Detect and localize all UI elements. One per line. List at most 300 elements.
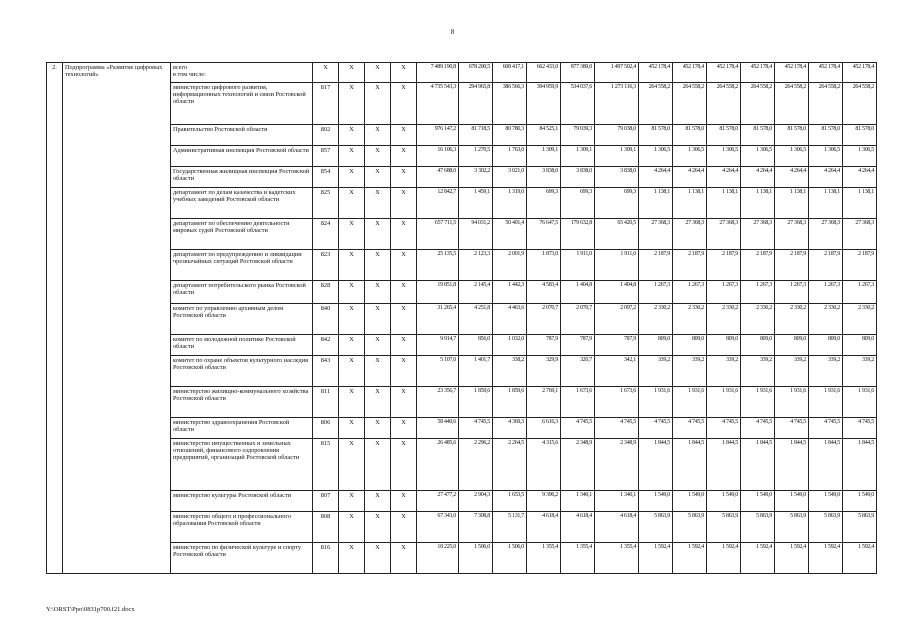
- expense-type-code: X: [391, 167, 417, 188]
- section-code: X: [339, 512, 365, 543]
- year-amount: 1 138,1: [809, 188, 843, 219]
- ministry-code: 807: [313, 491, 339, 512]
- target-article-code: X: [365, 219, 391, 250]
- year-amount: 1 549,0: [741, 491, 775, 512]
- executor-name: министерство по физической культуре и спорту Ростовской области: [171, 543, 313, 574]
- ministry-code: 816: [313, 543, 339, 574]
- total-amount: 657 711,5: [417, 219, 459, 250]
- executor-name: комитет по охране объектов культурного наследия Ростовской области: [171, 356, 313, 387]
- year-amount: 1 859,6: [459, 387, 493, 418]
- year-amount: 2 187,9: [809, 250, 843, 281]
- total-amount: 19 851,8: [417, 281, 459, 304]
- expense-type-code: X: [391, 219, 417, 250]
- expense-type-code: X: [391, 304, 417, 335]
- executor-name: комитет по молодежной политике Ростовской области: [171, 335, 313, 356]
- row-number: 2.: [47, 63, 63, 574]
- year-amount: 2 769,1: [527, 387, 561, 418]
- total-amount: 16 106,3: [417, 146, 459, 167]
- year-amount: 608 417,1: [493, 63, 527, 83]
- year-amount: 1 873,0: [527, 250, 561, 281]
- ministry-code: X: [313, 63, 339, 83]
- section-code: X: [339, 543, 365, 574]
- section-code: X: [339, 418, 365, 439]
- table-row: [47, 304, 877, 335]
- executor-name: департамент по делам казачества и кадетских учебных заведений Ростовской области: [171, 188, 313, 219]
- target-article-code: X: [365, 304, 391, 335]
- table-row: [47, 167, 877, 188]
- year-amount: 1 497 502,4: [595, 63, 639, 83]
- section-code: X: [339, 146, 365, 167]
- year-amount: 2 330,2: [639, 304, 673, 335]
- section-code: X: [339, 219, 365, 250]
- year-amount: 1 844,5: [707, 439, 741, 491]
- year-amount: 2 145,4: [459, 281, 493, 304]
- total-amount: 27 477,2: [417, 491, 459, 512]
- total-amount: 12 842,7: [417, 188, 459, 219]
- expense-type-code: X: [391, 63, 417, 83]
- year-amount: 4 745,5: [595, 418, 639, 439]
- target-article-code: X: [365, 125, 391, 146]
- year-amount: 339,2: [639, 356, 673, 387]
- year-amount: 1 931,6: [809, 387, 843, 418]
- year-amount: 394 959,9: [527, 83, 561, 125]
- ministry-code: 828: [313, 281, 339, 304]
- year-amount: 79 038,0: [595, 125, 639, 146]
- expense-type-code: X: [391, 512, 417, 543]
- year-amount: 264 558,2: [843, 83, 877, 125]
- year-amount: 1 306,5: [843, 146, 877, 167]
- year-amount: 856,0: [459, 335, 493, 356]
- year-amount: 27 368,3: [741, 219, 775, 250]
- year-amount: 1 931,6: [741, 387, 775, 418]
- year-amount: 2 264,5: [493, 439, 527, 491]
- year-amount: 1 032,0: [493, 335, 527, 356]
- year-amount: 81 718,5: [459, 125, 493, 146]
- year-amount: 50 401,4: [493, 219, 527, 250]
- year-amount: 4 315,6: [527, 439, 561, 491]
- year-amount: 264 558,2: [673, 83, 707, 125]
- executor-name: Административная инспекция Ростовской области: [171, 146, 313, 167]
- year-amount: 1 592,4: [639, 543, 673, 574]
- year-amount: 1 306,5: [775, 146, 809, 167]
- year-amount: 1 592,4: [775, 543, 809, 574]
- year-amount: 4 251,8: [459, 304, 493, 335]
- year-amount: 1 306,5: [741, 146, 775, 167]
- year-amount: 1 273 116,3: [595, 83, 639, 125]
- target-article-code: X: [365, 418, 391, 439]
- total-amount: 976 147,2: [417, 125, 459, 146]
- table-row: [47, 250, 877, 281]
- year-amount: 1 673,6: [561, 387, 595, 418]
- year-amount: 81 578,0: [639, 125, 673, 146]
- table-row: [47, 356, 877, 387]
- year-amount: 2 097,2: [595, 304, 639, 335]
- year-amount: 1 138,1: [639, 188, 673, 219]
- year-amount: 1 549,0: [707, 491, 741, 512]
- target-article-code: X: [365, 335, 391, 356]
- year-amount: 4 745,5: [741, 418, 775, 439]
- table-row: [47, 512, 877, 543]
- expense-type-code: X: [391, 83, 417, 125]
- year-amount: 264 558,2: [809, 83, 843, 125]
- year-amount: 27 368,3: [639, 219, 673, 250]
- year-amount: 452 178,4: [809, 63, 843, 83]
- year-amount: 809,0: [707, 335, 741, 356]
- section-code: X: [339, 281, 365, 304]
- year-amount: 1 267,3: [707, 281, 741, 304]
- year-amount: 1 549,0: [775, 491, 809, 512]
- table-row: [47, 63, 877, 83]
- year-amount: 699,3: [561, 188, 595, 219]
- target-article-code: X: [365, 356, 391, 387]
- year-amount: 7 308,8: [459, 512, 493, 543]
- year-amount: 2 330,2: [741, 304, 775, 335]
- ministry-code: 802: [313, 125, 339, 146]
- year-amount: 534 037,6: [561, 83, 595, 125]
- year-amount: 1 306,5: [707, 146, 741, 167]
- year-amount: 5 863,9: [639, 512, 673, 543]
- year-amount: 1 931,6: [673, 387, 707, 418]
- year-amount: 809,0: [843, 335, 877, 356]
- executor-name: министерство общего и профессионального образования Ростовской области: [171, 512, 313, 543]
- executor-name: министерство имущественных и земельных отношений, финансового оздоровления предприятий, организаций Ростовской области: [171, 439, 313, 491]
- year-amount: 787,9: [595, 335, 639, 356]
- executor-name: министерство жилищно-коммунального хозяйства Ростовской области: [171, 387, 313, 418]
- year-amount: 4 264,4: [843, 167, 877, 188]
- year-amount: 1 267,3: [809, 281, 843, 304]
- total-amount: 18 225,0: [417, 543, 459, 574]
- target-article-code: X: [365, 543, 391, 574]
- year-amount: 4 745,5: [639, 418, 673, 439]
- table-row: [47, 387, 877, 418]
- year-amount: 264 558,2: [707, 83, 741, 125]
- ministry-code: 854: [313, 167, 339, 188]
- year-amount: 1 270,5: [459, 146, 493, 167]
- year-amount: 339,2: [741, 356, 775, 387]
- year-amount: 4 264,4: [809, 167, 843, 188]
- year-amount: 4 618,4: [561, 512, 595, 543]
- ministry-code: 817: [313, 83, 339, 125]
- executor-name: департамент потребительского рынка Ростовской области: [171, 281, 313, 304]
- target-article-code: X: [365, 491, 391, 512]
- year-amount: 1 267,3: [639, 281, 673, 304]
- year-amount: 452 178,4: [639, 63, 673, 83]
- target-article-code: X: [365, 250, 391, 281]
- year-amount: 1 306,5: [673, 146, 707, 167]
- year-amount: 699,3: [595, 188, 639, 219]
- year-amount: 79 039,3: [561, 125, 595, 146]
- year-amount: 1 340,1: [595, 491, 639, 512]
- executor-name: министерство здравоохранения Ростовской области: [171, 418, 313, 439]
- total-amount: 58 440,6: [417, 418, 459, 439]
- expense-type-code: X: [391, 146, 417, 167]
- year-amount: 452 178,4: [775, 63, 809, 83]
- expense-type-code: X: [391, 250, 417, 281]
- year-amount: 5 863,9: [775, 512, 809, 543]
- year-amount: 3 838,0: [561, 167, 595, 188]
- year-amount: 4 264,4: [775, 167, 809, 188]
- expense-type-code: X: [391, 439, 417, 491]
- year-amount: 3 838,0: [595, 167, 639, 188]
- target-article-code: X: [365, 188, 391, 219]
- year-amount: 809,0: [673, 335, 707, 356]
- year-amount: 1 592,4: [741, 543, 775, 574]
- executor-name: всего в том числе:: [171, 63, 313, 83]
- year-amount: 3 302,2: [459, 167, 493, 188]
- year-amount: 699,3: [527, 188, 561, 219]
- total-amount: 5 107,0: [417, 356, 459, 387]
- year-amount: 1 404,8: [561, 281, 595, 304]
- total-amount: 25 135,5: [417, 250, 459, 281]
- year-amount: 452 178,4: [707, 63, 741, 83]
- table-row: [47, 188, 877, 219]
- year-amount: 264 558,2: [775, 83, 809, 125]
- section-code: X: [339, 188, 365, 219]
- year-amount: 2 001,9: [493, 250, 527, 281]
- year-amount: 1 138,1: [673, 188, 707, 219]
- section-code: X: [339, 491, 365, 512]
- section-code: X: [339, 387, 365, 418]
- year-amount: 1 138,1: [843, 188, 877, 219]
- total-amount: 4 735 543,3: [417, 83, 459, 125]
- year-amount: 1 549,0: [673, 491, 707, 512]
- section-code: X: [339, 125, 365, 146]
- year-amount: 81 578,0: [775, 125, 809, 146]
- year-amount: 1 592,4: [809, 543, 843, 574]
- ministry-code: 825: [313, 188, 339, 219]
- year-amount: 2 330,2: [707, 304, 741, 335]
- year-amount: 809,0: [639, 335, 673, 356]
- year-amount: 2 070,7: [527, 304, 561, 335]
- year-amount: 320,7: [561, 356, 595, 387]
- year-amount: 3 021,0: [493, 167, 527, 188]
- year-amount: 877 389,0: [561, 63, 595, 83]
- ministry-code: 815: [313, 439, 339, 491]
- footer-file-path: Y:\ORST\Ppo\0831p700.f21.docx: [46, 606, 135, 613]
- year-amount: 1 459,1: [459, 188, 493, 219]
- year-amount: 27 368,3: [673, 219, 707, 250]
- executor-name: комитет по управлению архивным делом Ростовской области: [171, 304, 313, 335]
- year-amount: 27 368,3: [775, 219, 809, 250]
- expense-type-code: X: [391, 125, 417, 146]
- year-amount: 386 566,3: [493, 83, 527, 125]
- year-amount: 2 187,9: [775, 250, 809, 281]
- year-amount: 339,2: [843, 356, 877, 387]
- year-amount: 2 123,3: [459, 250, 493, 281]
- year-amount: 339,2: [673, 356, 707, 387]
- section-code: X: [339, 356, 365, 387]
- year-amount: 329,9: [527, 356, 561, 387]
- year-amount: 264 558,2: [741, 83, 775, 125]
- year-amount: 5 863,9: [673, 512, 707, 543]
- year-amount: 809,0: [741, 335, 775, 356]
- year-amount: 787,9: [527, 335, 561, 356]
- year-amount: 4 745,5: [459, 418, 493, 439]
- year-amount: 27 368,3: [843, 219, 877, 250]
- target-article-code: X: [365, 83, 391, 125]
- page-number: 8: [450, 28, 455, 36]
- year-amount: 1 931,6: [775, 387, 809, 418]
- year-amount: 2 330,2: [843, 304, 877, 335]
- ministry-code: 808: [313, 512, 339, 543]
- expense-type-code: X: [391, 281, 417, 304]
- year-amount: 452 178,4: [843, 63, 877, 83]
- executor-name: министерство цифрового развития, информационных технологий и связи Ростовской области: [171, 83, 313, 125]
- year-amount: 1 309,1: [595, 146, 639, 167]
- year-amount: 662 433,0: [527, 63, 561, 83]
- year-amount: 4 264,4: [673, 167, 707, 188]
- year-amount: 80 780,3: [493, 125, 527, 146]
- year-amount: 1 653,5: [493, 491, 527, 512]
- ministry-code: 823: [313, 250, 339, 281]
- year-amount: 1 844,5: [741, 439, 775, 491]
- year-amount: 339,2: [707, 356, 741, 387]
- year-amount: 1 309,1: [527, 146, 561, 167]
- year-amount: 338,2: [493, 356, 527, 387]
- year-amount: 1 442,3: [493, 281, 527, 304]
- section-code: X: [339, 335, 365, 356]
- year-amount: 27 368,3: [809, 219, 843, 250]
- table-row: [47, 219, 877, 250]
- year-amount: 9 396,2: [527, 491, 561, 512]
- year-amount: 1 859,6: [493, 387, 527, 418]
- year-amount: 1 844,5: [843, 439, 877, 491]
- ministry-code: 811: [313, 387, 339, 418]
- year-amount: 2 348,9: [595, 439, 639, 491]
- year-amount: 4 745,5: [561, 418, 595, 439]
- section-code: X: [339, 304, 365, 335]
- expense-type-code: X: [391, 387, 417, 418]
- expense-type-code: X: [391, 491, 417, 512]
- year-amount: 4 745,5: [843, 418, 877, 439]
- year-amount: 1 506,0: [493, 543, 527, 574]
- total-amount: 31 265,4: [417, 304, 459, 335]
- year-amount: 2 187,9: [639, 250, 673, 281]
- table-row: [47, 281, 877, 304]
- year-amount: 787,9: [561, 335, 595, 356]
- target-article-code: X: [365, 146, 391, 167]
- expense-type-code: X: [391, 188, 417, 219]
- year-amount: 6 616,3: [527, 418, 561, 439]
- section-code: X: [339, 250, 365, 281]
- subprogram-name: Подпрограмма «Развитие цифровых технологий»: [63, 63, 171, 574]
- year-amount: 94 031,2: [459, 219, 493, 250]
- executor-name: Государственная жилищная инспекция Ростовской области: [171, 167, 313, 188]
- year-amount: 1 267,3: [673, 281, 707, 304]
- expense-type-code: X: [391, 335, 417, 356]
- year-amount: 4 618,4: [527, 512, 561, 543]
- expense-type-code: X: [391, 356, 417, 387]
- year-amount: 2 187,9: [843, 250, 877, 281]
- year-amount: 4 463,6: [493, 304, 527, 335]
- year-amount: 809,0: [775, 335, 809, 356]
- table-row: [47, 335, 877, 356]
- year-amount: 1 306,5: [809, 146, 843, 167]
- year-amount: 81 578,0: [809, 125, 843, 146]
- executor-name: департамент по обеспечению деятельности мировых судей Ростовской области: [171, 219, 313, 250]
- year-amount: 1 592,4: [707, 543, 741, 574]
- year-amount: 1 844,5: [673, 439, 707, 491]
- year-amount: 1 138,1: [775, 188, 809, 219]
- section-code: X: [339, 63, 365, 83]
- year-amount: 81 578,0: [741, 125, 775, 146]
- total-amount: 7 489 190,8: [417, 63, 459, 83]
- year-amount: 1 267,3: [843, 281, 877, 304]
- section-code: X: [339, 83, 365, 125]
- year-amount: 339,2: [809, 356, 843, 387]
- year-amount: 179 632,8: [561, 219, 595, 250]
- target-article-code: X: [365, 439, 391, 491]
- year-amount: 342,1: [595, 356, 639, 387]
- year-amount: 2 187,9: [741, 250, 775, 281]
- executor-name: департамент по предупреждению и ликвидации чрезвычайных ситуаций Ростовской области: [171, 250, 313, 281]
- year-amount: 1 931,6: [843, 387, 877, 418]
- total-amount: 47 688,0: [417, 167, 459, 188]
- table-row: [47, 543, 877, 574]
- year-amount: 81 578,0: [843, 125, 877, 146]
- year-amount: 1 592,4: [843, 543, 877, 574]
- table-body: [47, 63, 877, 574]
- year-amount: 4 745,5: [673, 418, 707, 439]
- year-amount: 2 348,9: [561, 439, 595, 491]
- year-amount: 3 838,0: [527, 167, 561, 188]
- section-code: X: [339, 167, 365, 188]
- target-article-code: X: [365, 63, 391, 83]
- ministry-code: 843: [313, 356, 339, 387]
- year-amount: 4 264,4: [741, 167, 775, 188]
- year-amount: 1 844,5: [809, 439, 843, 491]
- year-amount: 1 549,0: [639, 491, 673, 512]
- year-amount: 1 401,7: [459, 356, 493, 387]
- year-amount: 1 931,6: [639, 387, 673, 418]
- year-amount: 1 506,0: [459, 543, 493, 574]
- year-amount: 2 296,2: [459, 439, 493, 491]
- year-amount: 678 200,5: [459, 63, 493, 83]
- year-amount: 2 904,3: [459, 491, 493, 512]
- year-amount: 1 355,4: [561, 543, 595, 574]
- year-amount: 452 178,4: [673, 63, 707, 83]
- expense-type-code: X: [391, 418, 417, 439]
- year-amount: 4 583,4: [527, 281, 561, 304]
- executor-name: Правительство Ростовской области: [171, 125, 313, 146]
- table-row: [47, 146, 877, 167]
- target-article-code: X: [365, 512, 391, 543]
- year-amount: 5 863,9: [809, 512, 843, 543]
- year-amount: 1 306,5: [639, 146, 673, 167]
- target-article-code: X: [365, 387, 391, 418]
- year-amount: 1 138,1: [707, 188, 741, 219]
- year-amount: 1 319,0: [493, 188, 527, 219]
- total-amount: 67 343,0: [417, 512, 459, 543]
- ministry-code: 806: [313, 418, 339, 439]
- section-code: X: [339, 439, 365, 491]
- year-amount: 1 931,6: [707, 387, 741, 418]
- table-row: [47, 83, 877, 125]
- year-amount: 1 549,0: [843, 491, 877, 512]
- year-amount: 809,0: [809, 335, 843, 356]
- year-amount: 1 549,0: [809, 491, 843, 512]
- year-amount: 81 578,0: [673, 125, 707, 146]
- total-amount: 26 485,6: [417, 439, 459, 491]
- year-amount: 1 911,0: [561, 250, 595, 281]
- year-amount: 1 267,3: [775, 281, 809, 304]
- year-amount: 339,2: [775, 356, 809, 387]
- year-amount: 2 330,2: [775, 304, 809, 335]
- year-amount: 2 187,9: [673, 250, 707, 281]
- budget-table-wrapper: [46, 62, 877, 574]
- year-amount: 5 863,9: [843, 512, 877, 543]
- year-amount: 1 911,0: [595, 250, 639, 281]
